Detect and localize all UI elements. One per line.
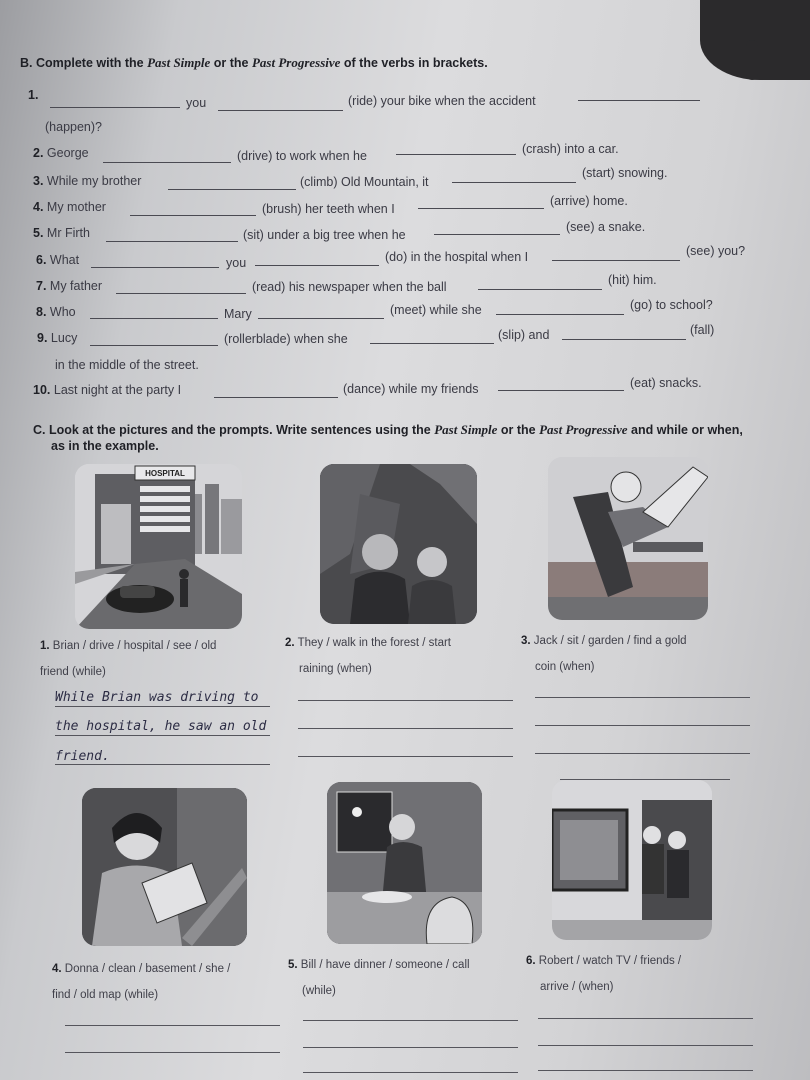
- prompt-2: 2. They / walk in the forest / start raining (when): [285, 637, 451, 675]
- writing-line[interactable]: [65, 1025, 280, 1026]
- item-7-text: (read) his newspaper when the ball: [252, 280, 447, 294]
- picture-garden-coin: [548, 457, 708, 620]
- answer-blank[interactable]: [218, 98, 343, 111]
- answer-blank[interactable]: [552, 248, 680, 261]
- prompt-5: 5. Bill / have dinner / someone / call (while): [288, 959, 470, 997]
- item-3-text: (climb) Old Mountain, it: [300, 175, 429, 189]
- item-8-text: Mary: [224, 307, 252, 321]
- picture-dinner-call: [327, 782, 482, 944]
- answer-blank[interactable]: [396, 142, 516, 155]
- answer-blank[interactable]: [562, 327, 686, 340]
- writing-line: [55, 706, 270, 707]
- answer-blank[interactable]: [498, 378, 624, 391]
- writing-line: [55, 764, 270, 765]
- answer-blank[interactable]: [496, 302, 624, 315]
- exercise-item-7: 7. My father: [36, 279, 103, 293]
- item-6-text: you: [226, 256, 247, 270]
- answer-blank[interactable]: [168, 177, 296, 190]
- exercise-item-5: 5. Mr Firth: [33, 226, 90, 240]
- answer-blank[interactable]: [578, 88, 700, 101]
- answer-blank[interactable]: [106, 229, 238, 242]
- prompt-4: 4. Donna / clean / basement / she / find / old map (while): [52, 963, 231, 1001]
- writing-line[interactable]: [303, 1072, 518, 1073]
- answer-blank[interactable]: [90, 306, 218, 319]
- writing-line[interactable]: [535, 753, 750, 754]
- answer-blank[interactable]: [214, 385, 338, 398]
- item-1-text: (ride) your bike when the accident: [348, 94, 536, 108]
- item-9-text: in the middle of the street.: [55, 358, 199, 372]
- item-10-text: (eat) snacks.: [630, 376, 702, 390]
- answer-blank[interactable]: [90, 333, 218, 346]
- answer-blank[interactable]: [91, 255, 219, 268]
- item-9-text: (slip) and: [498, 328, 550, 342]
- section-c-heading: C. Look at the pictures and the prompts. Write sentences using the Past Simple or the Past Progressive and while or when, as in the example.: [33, 422, 743, 453]
- writing-line[interactable]: [298, 756, 513, 757]
- example-answer-line-3: friend.: [55, 749, 110, 764]
- item-6-text: (see) you?: [686, 244, 746, 258]
- writing-line[interactable]: [298, 700, 513, 701]
- answer-blank[interactable]: [452, 170, 576, 183]
- item-9-text: (rollerblade) when she: [224, 332, 348, 346]
- hospital-sign: HOSPITAL: [145, 469, 185, 478]
- example-answer-line-2: the hospital, he saw an old: [55, 719, 267, 734]
- item-4-text: (brush) her teeth when I: [262, 202, 395, 216]
- exercise-item-9: 9. Lucy: [37, 331, 78, 345]
- exercise-item-8: 8. Who: [36, 305, 76, 319]
- example-answer-line-1: While Brian was driving to: [55, 690, 259, 705]
- writing-line[interactable]: [538, 1070, 753, 1071]
- item-4-text: (arrive) home.: [550, 194, 628, 208]
- exercise-item-3: 3. While my brother: [33, 174, 142, 188]
- item-1-text: (happen)?: [45, 120, 102, 134]
- prompt-3: 3. Jack / sit / garden / find a gold coin (when): [521, 635, 687, 673]
- picture-basement-map: [82, 788, 247, 946]
- item-9-text: (fall): [690, 323, 715, 337]
- exercise-item-10: 10. Last night at the party I: [33, 383, 182, 397]
- item-8-text: (meet) while she: [390, 303, 482, 317]
- writing-line[interactable]: [303, 1047, 518, 1048]
- answer-blank[interactable]: [370, 331, 494, 344]
- writing-line[interactable]: [298, 728, 513, 729]
- item-3-text: (start) snowing.: [582, 166, 668, 180]
- section-b-heading: B. Complete with the Past Simple or the Past Progressive of the verbs in brackets.: [20, 55, 488, 70]
- writing-line[interactable]: [535, 725, 750, 726]
- item-7-text: (hit) him.: [608, 273, 657, 287]
- answer-blank[interactable]: [103, 150, 231, 163]
- item-5-text: (sit) under a big tree when he: [243, 228, 406, 242]
- answer-blank[interactable]: [434, 222, 560, 235]
- prompt-1: 1. Brian / drive / hospital / see / old friend (while): [40, 640, 217, 678]
- item-8-text: (go) to school?: [630, 298, 713, 312]
- answer-blank[interactable]: [478, 277, 602, 290]
- picture-tv-friends: [552, 780, 712, 940]
- answer-blank[interactable]: [130, 203, 256, 216]
- picture-hospital-car: [75, 464, 242, 629]
- exercise-item-4: 4. My mother: [33, 200, 106, 214]
- item-2-text: (drive) to work when he: [237, 149, 367, 163]
- answer-blank[interactable]: [255, 253, 379, 266]
- writing-line[interactable]: [65, 1052, 280, 1053]
- writing-line[interactable]: [538, 1045, 753, 1046]
- writing-line: [55, 735, 270, 736]
- writing-line[interactable]: [535, 697, 750, 698]
- writing-line[interactable]: [538, 1018, 753, 1019]
- exercise-item-1: 1.: [28, 88, 39, 102]
- writing-line[interactable]: [303, 1020, 518, 1021]
- prompt-6: 6. Robert / watch TV / friends / arrive / (when): [526, 955, 682, 993]
- ink-drip: [746, 40, 758, 80]
- item-6-text: (do) in the hospital when I: [385, 250, 529, 264]
- exercise-item-2: 2. George: [33, 146, 89, 160]
- answer-blank[interactable]: [418, 196, 544, 209]
- item-2-text: (crash) into a car.: [522, 142, 619, 156]
- item-5-text: (see) a snake.: [566, 220, 646, 234]
- answer-blank[interactable]: [116, 281, 246, 294]
- picture-forest-rain: [320, 464, 477, 624]
- answer-blank[interactable]: [50, 95, 180, 108]
- answer-blank[interactable]: [258, 306, 384, 319]
- item-10-text: (dance) while my friends: [343, 382, 479, 396]
- exercise-item-6: 6. What: [36, 253, 80, 267]
- item-1-text: you: [186, 96, 207, 110]
